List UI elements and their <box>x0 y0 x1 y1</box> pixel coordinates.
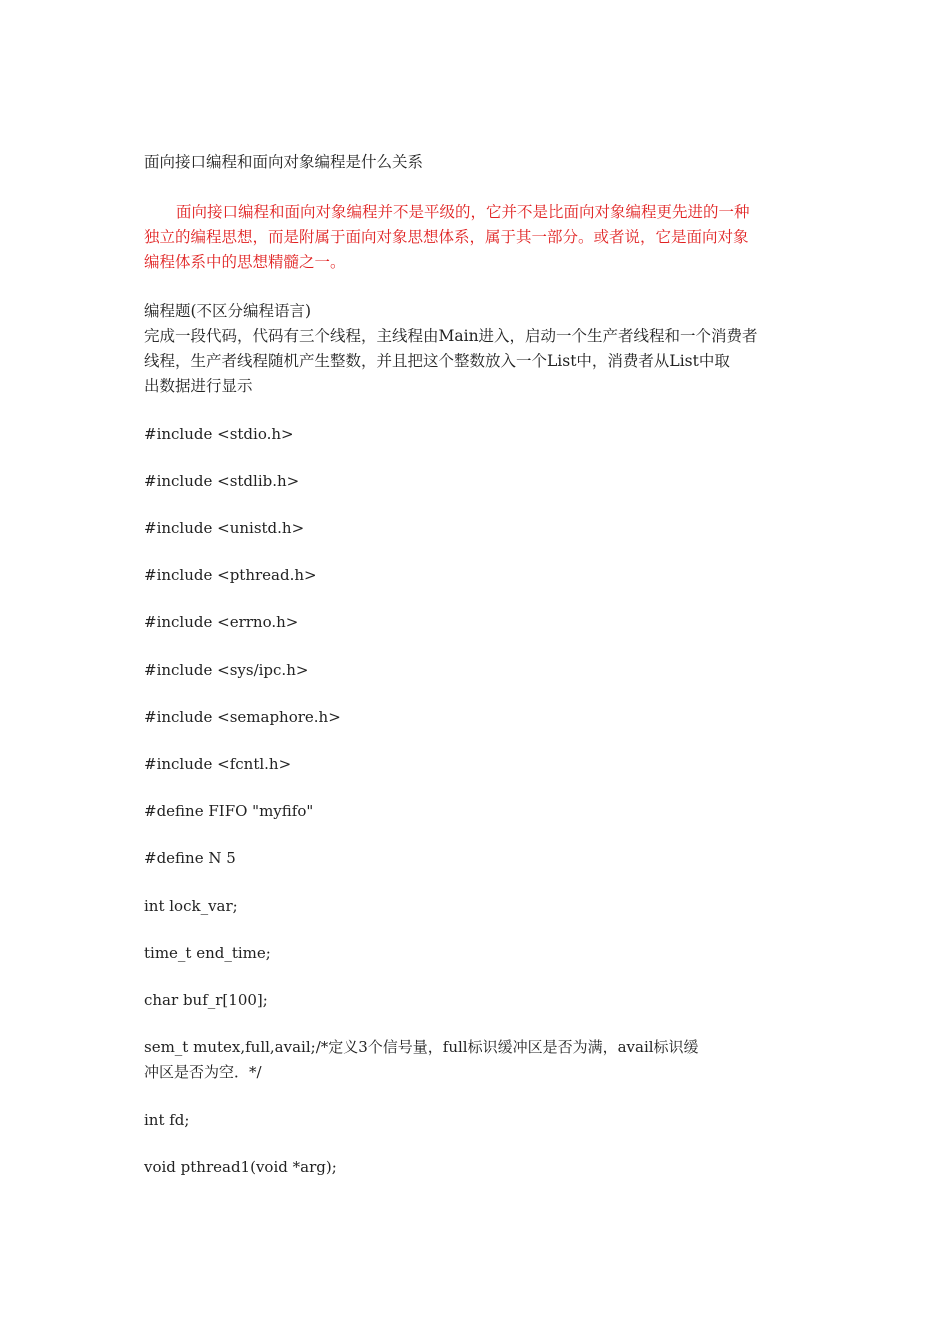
answer-line-3: 编程体系中的思想精髓之一。 <box>144 253 346 271</box>
code-line: #include <stdio.h> <box>144 425 294 443</box>
question-line-1: 完成一段代码，代码有三个线程，主线程由Main进入，启动一个生产者线程和一个消费者 <box>144 327 758 345</box>
code-line: #define N 5 <box>144 849 236 867</box>
question-line-3: 出数据进行显示 <box>144 377 253 395</box>
code-line: void pthread1(void *arg); <box>144 1158 337 1176</box>
doc-title: 面向接口编程和面向对象编程是什么关系 <box>144 153 424 171</box>
code-line: time_t end_time; <box>144 944 271 962</box>
code-line: int fd; <box>144 1111 190 1129</box>
answer-line-1: 面向接口编程和面向对象编程并不是平级的，它并不是比面向对象编程更先进的一种 <box>176 203 750 221</box>
code-line: #include <semaphore.h> <box>144 708 341 726</box>
question-line-2: 线程，生产者线程随机产生整数，并且把这个整数放入一个List中，消费者从List中取 <box>144 352 730 370</box>
question-title: 编程题(不区分编程语言) <box>144 302 312 320</box>
code-line: #include <fcntl.h> <box>144 755 292 773</box>
code-line: #include <errno.h> <box>144 613 299 631</box>
code-line: char buf_r[100]; <box>144 991 268 1009</box>
code-line: int lock_var; <box>144 897 238 915</box>
code-line: #include <pthread.h> <box>144 566 317 584</box>
code-line: #include <sys/ipc.h> <box>144 661 309 679</box>
answer-line-2: 独立的编程思想，而是附属于面向对象思想体系，属于其一部分。或者说，它是面向对象 <box>144 228 749 246</box>
code-line: #define FIFO "myfifo" <box>144 802 314 820</box>
code-line: 冲区是否为空．*/ <box>144 1063 262 1081</box>
code-line: sem_t mutex,full,avail;/*定义3个信号量，full标识缓冲区是否为满，avail标识缓 <box>144 1038 699 1056</box>
code-line: #include <stdlib.h> <box>144 472 300 490</box>
code-line: #include <unistd.h> <box>144 519 305 537</box>
